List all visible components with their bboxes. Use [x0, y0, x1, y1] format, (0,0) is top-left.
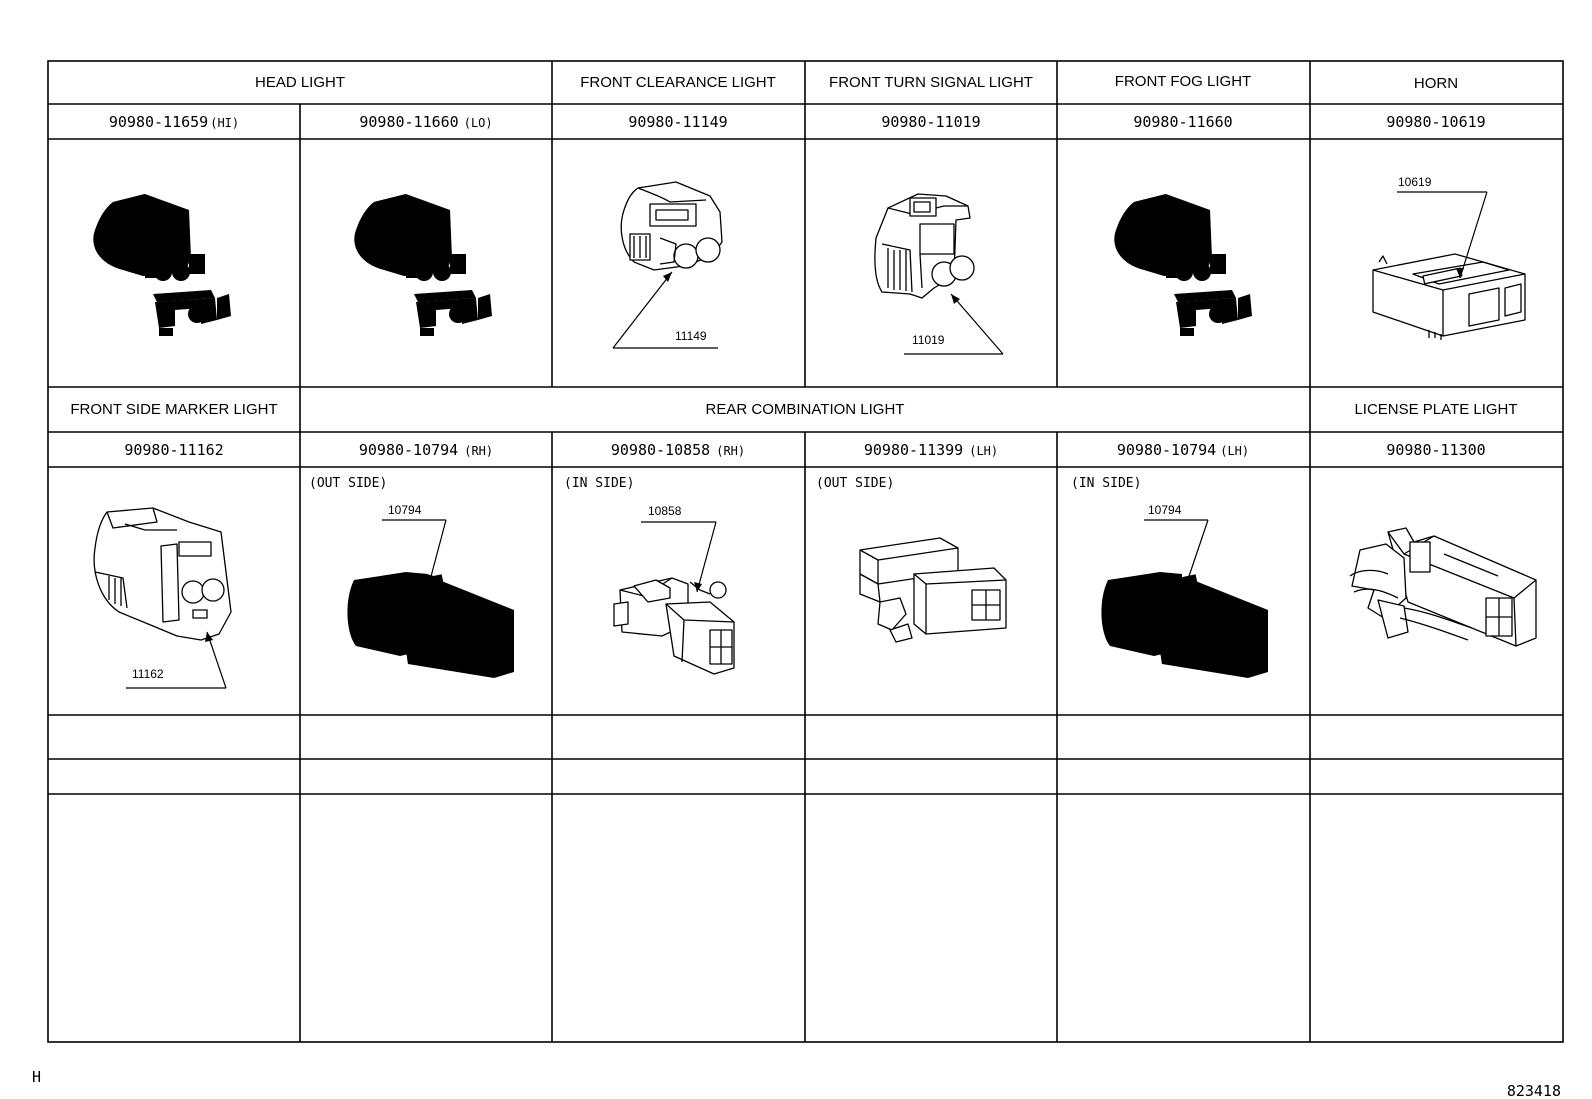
part-number: 90980-11300 — [1386, 441, 1486, 459]
headlight-connector-hi-icon — [93, 194, 231, 336]
callout-11149: 11149 — [675, 329, 707, 343]
turn-signal-connector-icon — [875, 194, 974, 298]
part-number: 90980-10794 — [358, 441, 459, 459]
part-number: 90980-11019 — [881, 113, 981, 131]
part-suffix: (HI) — [210, 116, 240, 130]
part-suffix: (LH) — [969, 444, 999, 458]
header-rear-combination-light: REAR COMBINATION LIGHT — [705, 401, 905, 418]
header-front-side-marker-light: FRONT SIDE MARKER LIGHT — [70, 401, 278, 418]
part-number-cell — [864, 441, 998, 459]
horn-connector-icon — [1373, 254, 1525, 340]
part-number-cell — [359, 441, 493, 459]
clearance-light-connector-icon — [621, 182, 722, 270]
header-front-turn-signal-light: FRONT TURN SIGNAL LIGHT — [829, 74, 1033, 91]
callout-10794: 10794 — [388, 503, 422, 517]
table-grid — [48, 61, 1563, 1042]
rear-combination-outside-rh-icon — [347, 572, 514, 678]
callout-10858: 10858 — [648, 504, 682, 518]
part-number-cell — [611, 441, 745, 459]
part-number-cell — [109, 113, 239, 131]
part-number: 90980-11660 — [1133, 113, 1233, 131]
header-license-plate-light: LICENSE PLATE LIGHT — [1354, 401, 1518, 418]
rear-combination-outside-lh-icon — [860, 538, 1006, 642]
part-number: 90980-11660 — [359, 113, 459, 131]
side-label: (OUT SIDE) — [309, 476, 388, 491]
side-marker-connector-icon — [94, 508, 231, 640]
part-number-cell — [359, 113, 492, 131]
header-front-fog-light: FRONT FOG LIGHT — [1114, 73, 1252, 90]
part-number: 90980-10619 — [1386, 113, 1486, 131]
license-plate-connector-icon — [1350, 528, 1536, 646]
side-label: (IN SIDE) — [1071, 476, 1142, 491]
part-suffix: (LH) — [1220, 444, 1250, 458]
header-front-clearance-light: FRONT CLEARANCE LIGHT — [580, 74, 776, 91]
part-number-cell — [1117, 441, 1249, 459]
fog-light-connector-icon — [1114, 194, 1252, 336]
callout-11162: 11162 — [132, 667, 164, 681]
part-number: 90980-11162 — [124, 441, 224, 459]
headlight-connector-lo-icon — [354, 194, 492, 336]
part-number: 90980-11659 — [108, 113, 209, 131]
part-suffix: (RH) — [716, 444, 746, 458]
footer-left-code: H — [32, 1068, 42, 1086]
part-number: 90980-11149 — [628, 113, 728, 131]
side-label: (IN SIDE) — [564, 476, 635, 491]
part-number: 90980-10794 — [1116, 441, 1217, 459]
header-head-light: HEAD LIGHT — [254, 74, 346, 91]
part-suffix: (RH) — [464, 444, 494, 458]
callout-10794-lh: 10794 — [1148, 503, 1182, 517]
callout-11019: 11019 — [912, 333, 945, 347]
part-number: 90980-11399 — [863, 441, 964, 459]
side-label: (OUT SIDE) — [816, 476, 895, 491]
part-number: 90980-10858 — [610, 441, 711, 459]
part-suffix: (LO) — [463, 116, 493, 130]
header-horn: HORN — [1413, 75, 1459, 92]
callout-10619: 10619 — [1398, 175, 1432, 189]
figure-number: 823418 — [1506, 1082, 1561, 1099]
rear-combination-inside-rh-icon — [614, 578, 734, 674]
